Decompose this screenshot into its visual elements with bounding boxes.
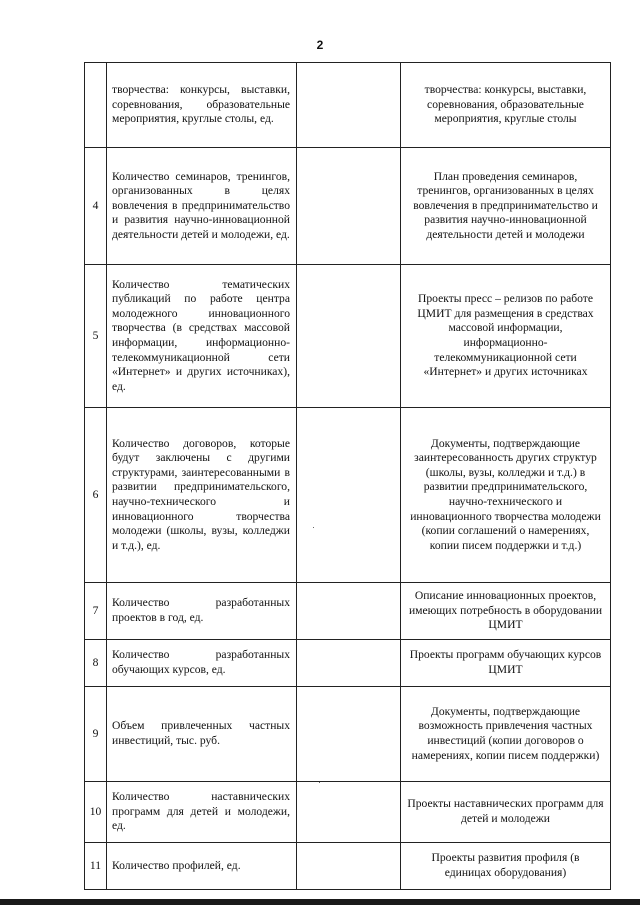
value-cell bbox=[297, 265, 401, 408]
document-cell bbox=[401, 408, 611, 583]
row-number: 5 bbox=[85, 265, 107, 408]
indicator-cell bbox=[107, 782, 297, 843]
value-cell bbox=[297, 63, 401, 148]
table-row bbox=[85, 63, 611, 148]
indicator-cell bbox=[107, 843, 297, 890]
indicator-cell bbox=[107, 687, 297, 782]
document-cell bbox=[401, 148, 611, 265]
document-text: Проекты программ обучающих курсов ЦМИТ bbox=[409, 648, 602, 676]
value-cell bbox=[297, 583, 401, 640]
scan-bottom-edge bbox=[0, 899, 640, 905]
table-row bbox=[85, 408, 611, 583]
indicator-cell bbox=[107, 408, 297, 583]
table-row bbox=[85, 843, 611, 890]
document-cell bbox=[401, 782, 611, 843]
page-number: 2 bbox=[316, 38, 324, 52]
row-number: 11 bbox=[85, 843, 107, 890]
document-cell bbox=[401, 843, 611, 890]
document-cell bbox=[401, 63, 611, 148]
document-cell bbox=[401, 583, 611, 640]
value-cell bbox=[297, 687, 401, 782]
indicator-text: творчества: конкурсы, выставки, соревнования, образовательные мероприятия, круглые столы, ед. bbox=[112, 83, 290, 126]
document-cell bbox=[401, 687, 611, 782]
row-number: 4 bbox=[85, 148, 107, 265]
table-row bbox=[85, 583, 611, 640]
table-row bbox=[85, 687, 611, 782]
indicator-text: Количество разработанных обучающих курсов, ед. bbox=[112, 648, 290, 676]
row-number: 6 bbox=[85, 408, 107, 583]
indicator-cell bbox=[107, 583, 297, 640]
indicator-text: Количество профилей, ед. bbox=[112, 858, 241, 872]
document-text: Описание инновационных проектов, имеющих потребность в оборудовании ЦМИТ bbox=[408, 589, 603, 632]
document-text: творчества: конкурсы, выставки, соревнования, образовательные мероприятия, круглые столы bbox=[424, 83, 587, 126]
table-row bbox=[85, 148, 611, 265]
value-cell bbox=[297, 843, 401, 890]
indicator-cell bbox=[107, 265, 297, 408]
value-cell bbox=[297, 640, 401, 687]
table-row bbox=[85, 265, 611, 408]
row-number bbox=[85, 63, 107, 148]
indicator-cell bbox=[107, 640, 297, 687]
document-text: План проведения семинаров, тренингов, организованных в целях вовлечения в предпринимательство и развития научно-инновационной деятельности детей и молодежи bbox=[413, 169, 598, 241]
document-text: Документы, подтверждающие возможность привлечения частных инвестиций (копии договоров о намерениях, копии писем поддержки) bbox=[411, 704, 600, 762]
document-text: Документы, подтверждающие заинтересованность других структур (школы, вузы, колледжи и т.д.) в развитии предпринимательского, научно-технического и инновационного творчества молодежи (копии соглашений о намерениях, копии писем поддержки и т.д.) bbox=[410, 436, 601, 552]
indicator-text: Количество тематических публикаций по работе центра молодежного инновационного творчества (в средствах массовой информации, информационно-телекоммуникационной сети «Интернет» и других источниках), ед. bbox=[112, 277, 290, 393]
table-row bbox=[85, 782, 611, 843]
indicator-cell bbox=[107, 148, 297, 265]
document-cell bbox=[401, 640, 611, 687]
row-number: 9 bbox=[85, 687, 107, 782]
value-cell bbox=[297, 408, 401, 583]
scan-speck bbox=[313, 527, 314, 528]
row-number: 7 bbox=[85, 583, 107, 640]
requirements-table bbox=[84, 62, 611, 890]
value-cell bbox=[297, 782, 401, 843]
document-cell bbox=[401, 265, 611, 408]
document-text: Проекты развития профиля (в единицах оборудования) bbox=[431, 851, 580, 879]
value-cell bbox=[297, 148, 401, 265]
scan-speck bbox=[319, 782, 320, 783]
indicator-text: Объем привлеченных частных инвестиций, тыс. руб. bbox=[112, 719, 290, 747]
indicator-text: Количество разработанных проектов в год, ед. bbox=[112, 596, 290, 624]
indicator-text: Количество договоров, которые будут заключены с другими структурами, заинтересованными в развитии предпринимательского, научно-технического и инновационного творчества молодежи (школы, вузы, колледжи и т.д.), ед. bbox=[112, 436, 290, 552]
document-text: Проекты наставнических программ для детей и молодежи bbox=[407, 797, 604, 825]
document-text: Проекты пресс – релизов по работе ЦМИТ для размещения в средствах массовой информации, информационно-телекоммуникационной сети «Интернет» и других источниках bbox=[417, 292, 594, 379]
indicator-text: Количество наставнических программ для детей и молодежи, ед. bbox=[112, 790, 290, 833]
indicator-cell bbox=[107, 63, 297, 148]
row-number: 8 bbox=[85, 640, 107, 687]
indicator-text: Количество семинаров, тренингов, организованных в целях вовлечения в предпринимательство и развития научно-инновационной деятельности детей и молодежи, ед. bbox=[112, 169, 290, 241]
row-number: 10 bbox=[85, 782, 107, 843]
table-row bbox=[85, 640, 611, 687]
